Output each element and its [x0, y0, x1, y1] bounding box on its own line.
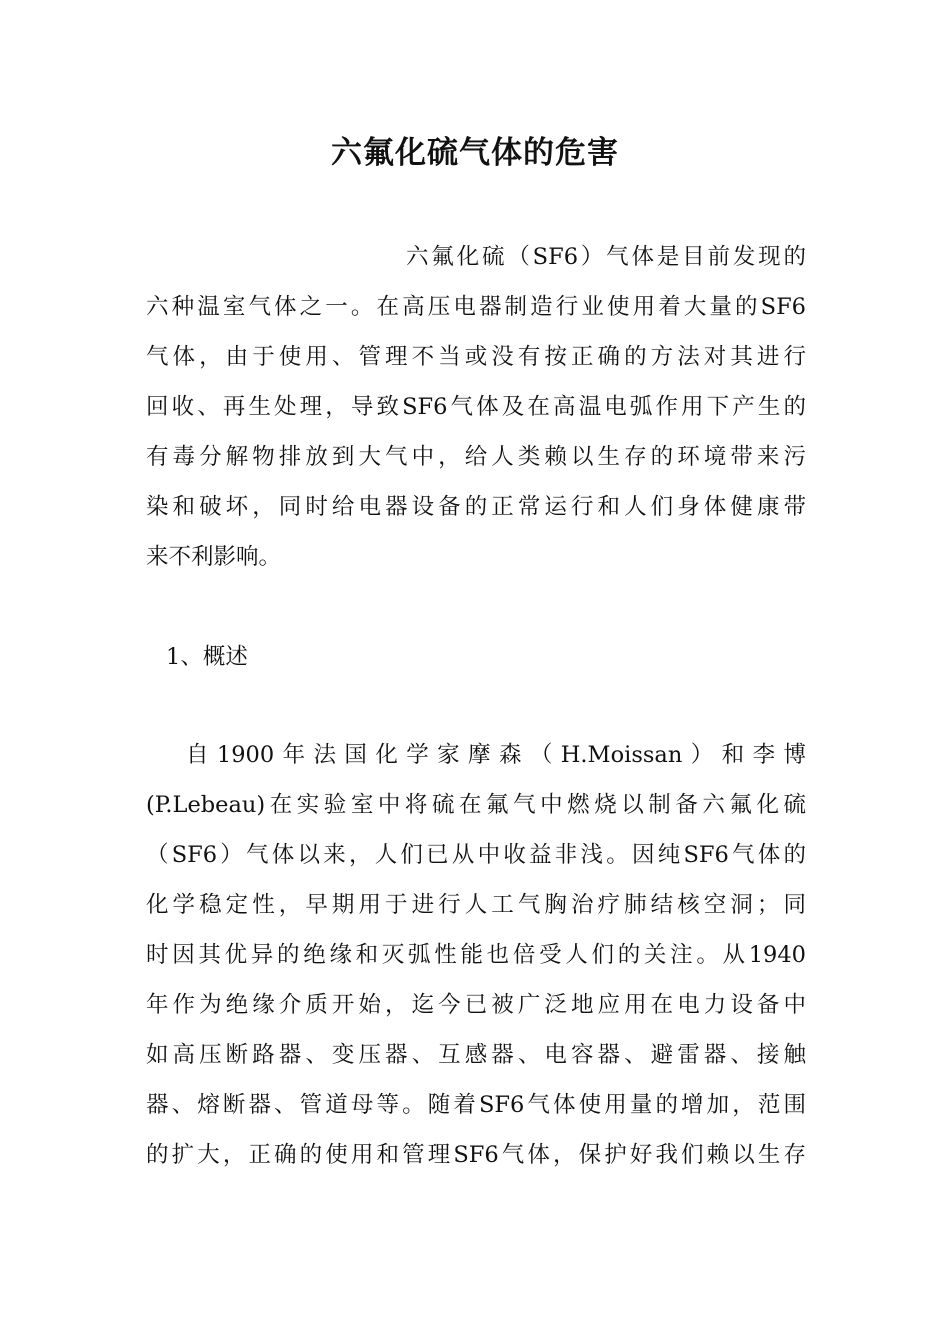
intro-line-6: 染和破坏，同时给电器设备的正常运行和人们身体健康带 [146, 494, 806, 520]
intro-line-4: 回收、再生处理，导致SF6气体及在高温电弧作用下产生的 [146, 394, 806, 420]
section-line-3: （SF6）气体以来，人们已从中收益非浅。因纯SF6气体的 [146, 842, 806, 868]
section-line-2: (P.Lebeau)在实验室中将硫在氟气中燃烧以制备六氟化硫 [146, 792, 806, 818]
document-title: 六氟化硫气体的危害 [331, 135, 619, 171]
section-line-7: 如高压断路器、变压器、互感器、电容器、避雷器、接触 [146, 1042, 806, 1068]
section-line-9: 的扩大，正确的使用和管理SF6气体，保护好我们赖以生存 [146, 1142, 806, 1168]
intro-line-3: 气体，由于使用、管理不当或没有按正确的方法对其进行 [146, 344, 806, 370]
intro-line-1: 六氟化硫（SF6）气体是目前发现的 [406, 244, 806, 270]
section-line-4: 化学稳定性，早期用于进行人工气胸治疗肺结核空洞；同 [146, 892, 806, 918]
section-line-8: 器、熔断器、管道母等。随着SF6气体使用量的增加，范围 [146, 1092, 806, 1118]
intro-line-2: 六种温室气体之一。在高压电器制造行业使用着大量的SF6 [146, 294, 806, 320]
section-heading: 1、概述 [166, 644, 248, 670]
section-line-1: 自1900年法国化学家摩森（H.Moissan）和李博 [186, 742, 806, 768]
intro-line-5: 有毒分解物排放到大气中，给人类赖以生存的环境带来污 [146, 444, 806, 470]
section-line-5: 时因其优异的绝缘和灭弧性能也倍受人们的关注。从1940 [146, 942, 806, 968]
section-line-6: 年作为绝缘介质开始，迄今已被广泛地应用在电力设备中 [146, 992, 806, 1018]
intro-line-7: 来不利影响。 [146, 544, 282, 570]
